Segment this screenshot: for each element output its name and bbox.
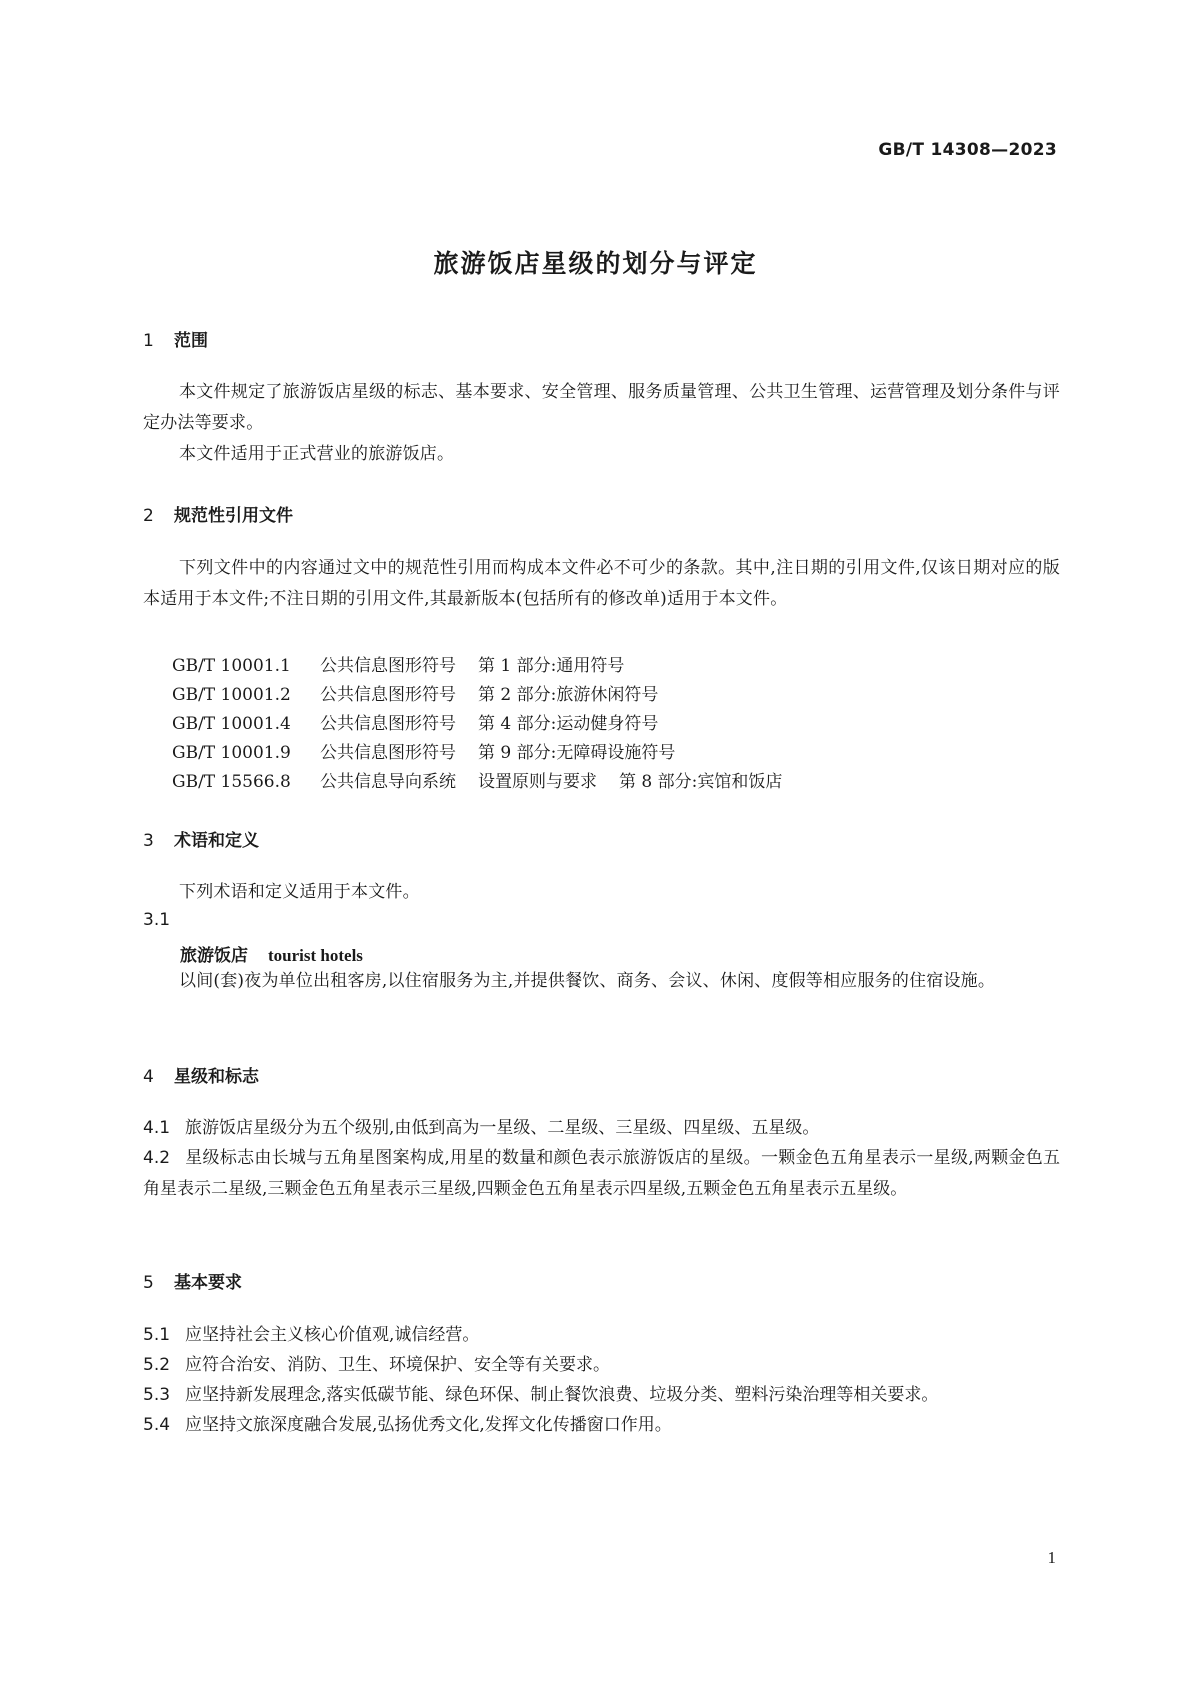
reference-part: 第 4 部分:运动健身符号: [478, 714, 659, 734]
section-heading-basic-requirements: [143, 1268, 242, 1293]
section-number: 3: [143, 831, 154, 851]
term-name-zh: 旅游饭店: [180, 946, 248, 966]
clause-5-3: [143, 1380, 1060, 1411]
clause-text: 旅游饭店星级分为五个级别,由低到高为一星级、二星级、三星级、四星级、五星级。: [185, 1118, 820, 1138]
reference-item: [172, 680, 658, 705]
page-number: 1: [1047, 1548, 1056, 1567]
reference-code: GB/T 10001.1: [172, 656, 291, 676]
reference-title: 公共信息导向系统: [320, 772, 456, 792]
reference-item: [172, 767, 782, 792]
clause-text: 星级标志由长城与五角星图案构成,用星的数量和颜色表示旅游饭店的星级。一颗金色五角星表示一星级,两颗金色五角星表示二星级,三颗金色五角星表示三星级,四颗金色五角星表示四星级,五颗金色五角星表示五星级。: [143, 1148, 1060, 1199]
section-title: 星级和标志: [174, 1067, 259, 1087]
clause-number: 4.1: [143, 1118, 171, 1138]
section-heading-normative-references: [143, 501, 293, 526]
term-name-en: tourist hotels: [268, 946, 363, 965]
clause-number: 5.4: [143, 1415, 171, 1435]
document-title: 旅游饭店星级的划分与评定: [433, 249, 758, 278]
reference-item: [172, 709, 658, 734]
section-title: 范围: [174, 331, 208, 351]
reference-part: 第 9 部分:无障碍设施符号: [478, 743, 676, 763]
section-number: 4: [143, 1067, 154, 1087]
clause-4-2: [143, 1143, 1060, 1205]
clause-text: 应坚持新发展理念,落实低碳节能、绿色环保、制止餐饮浪费、垃圾分类、塑料污染治理等相关要求。: [185, 1385, 939, 1405]
scope-paragraph-2: 本文件适用于正式营业的旅游饭店。: [179, 444, 455, 464]
clause-text: 应符合治安、消防、卫生、环境保护、安全等有关要求。: [185, 1355, 610, 1375]
reference-title: 公共信息图形符号: [320, 743, 456, 763]
clause-text: 应坚持文旅深度融合发展,弘扬优秀文化,发挥文化传播窗口作用。: [185, 1415, 672, 1435]
reference-part: 第 2 部分:旅游休闲符号: [478, 685, 659, 705]
section-number: 2: [143, 506, 154, 526]
section-title: 规范性引用文件: [174, 506, 293, 526]
reference-part: 第 8 部分:宾馆和饭店: [619, 772, 783, 792]
reference-code: GB/T 10001.4: [172, 714, 291, 734]
standard-code: GB/T 14308—2023: [878, 140, 1057, 160]
reference-code: GB/T 10001.9: [172, 743, 291, 763]
reference-code: GB/T 10001.2: [172, 685, 291, 705]
reference-code: GB/T 15566.8: [172, 772, 291, 792]
reference-title: 公共信息图形符号: [320, 714, 456, 734]
section-heading-scope: [143, 326, 208, 351]
scope-paragraph-1: 本文件规定了旅游饭店星级的标志、基本要求、安全管理、服务质量管理、公共卫生管理、运营管理及划分条件与评定办法等要求。: [143, 382, 1060, 433]
reference-item: [172, 651, 624, 676]
term-name: [180, 941, 363, 966]
normative-intro-paragraph: 下列文件中的内容通过文中的规范性引用而构成本文件必不可少的条款。其中,注日期的引用文件,仅该日期对应的版本适用于本文件;不注日期的引用文件,其最新版本(包括所有的修改单)适用于本文件。: [143, 558, 1060, 609]
clause-number: 4.2: [143, 1148, 171, 1168]
reference-subtitle: 设置原则与要求: [478, 772, 597, 792]
section-number: 5: [143, 1273, 154, 1293]
clause-number: 5.2: [143, 1355, 171, 1375]
terms-intro-paragraph: 下列术语和定义适用于本文件。: [179, 882, 420, 902]
clause-text: 应坚持社会主义核心价值观,诚信经营。: [185, 1325, 480, 1345]
clause-5-1: [143, 1320, 1060, 1351]
section-title: 术语和定义: [174, 831, 259, 851]
reference-title: 公共信息图形符号: [320, 656, 456, 676]
clause-5-4: [143, 1410, 1060, 1441]
clause-number: 5.3: [143, 1385, 171, 1405]
reference-item: [172, 738, 675, 763]
reference-title: 公共信息图形符号: [320, 685, 456, 705]
section-number: 1: [143, 331, 154, 351]
reference-part: 第 1 部分:通用符号: [478, 656, 625, 676]
term-definition: 以间(套)夜为单位出租客房,以住宿服务为主,并提供餐饮、商务、会议、休闲、度假等相应服务的住宿设施。: [179, 971, 996, 991]
clause-5-2: [143, 1350, 1060, 1381]
clause-number: 5.1: [143, 1325, 171, 1345]
section-heading-rating-and-sign: [143, 1062, 259, 1087]
section-heading-terms: [143, 826, 259, 851]
term-number: 3.1: [143, 910, 171, 930]
section-title: 基本要求: [174, 1273, 242, 1293]
clause-4-1: [143, 1113, 1060, 1144]
